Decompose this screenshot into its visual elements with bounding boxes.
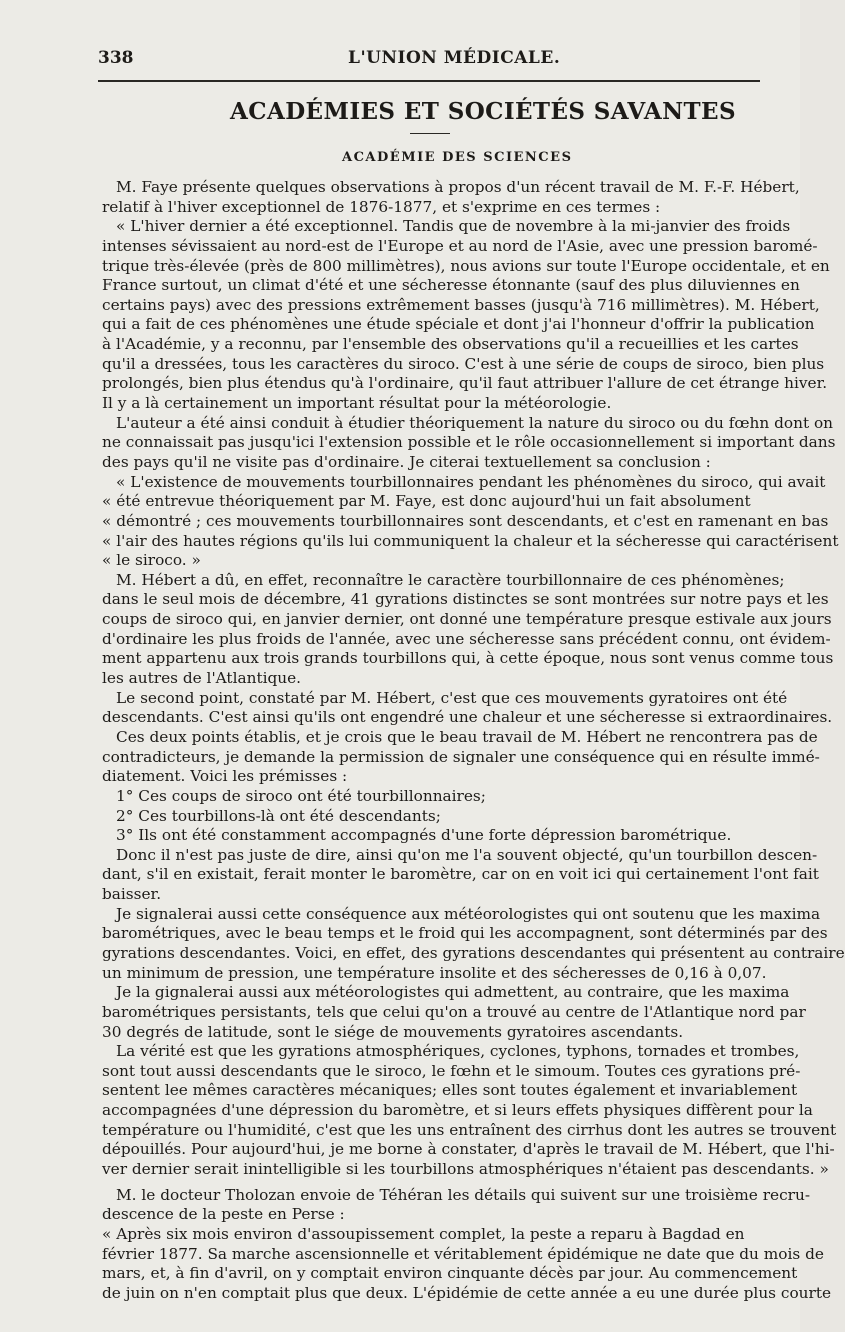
text-line: de juin on n'en comptait plus que deux. L'épidémie de cette année a eu une durée plus courte (102, 1283, 832, 1302)
text-line: Ces deux points établis, et je crois que le beau travail de M. Hébert ne rencontrera pas de (116, 727, 818, 746)
text-line: d'ordinaire les plus froids de l'année, avec une sécheresse sans précédent connu, ont évidem- (102, 629, 831, 648)
text-line: dans le seul mois de décembre, 41 gyrations distinctes se sont montrées sur notre pays et les (102, 590, 829, 609)
text-line: ne connaissait pas jusqu'ici l'extension possible et le rôle occasionnellement si important dans (102, 433, 836, 452)
text-line: 3° Ils ont été constamment accompagnés d'une forte dépression barométrique. (116, 826, 732, 845)
text-line: coups de siroco qui, en janvier dernier, ont donné une température presque estivale aux jours (102, 610, 832, 629)
text-line: France surtout, un climat d'été et une sécheresse étonnante (sauf des plus diluviennes en (102, 276, 800, 295)
text-line: barométriques, avec le beau temps et le froid qui les accompagnent, sont déterminés par des (102, 924, 828, 943)
text-line: relatif à l'hiver exceptionnel de 1876-1877, et s'exprime en ces termes : (102, 197, 661, 216)
text-line: « L'hiver dernier a été exceptionnel. Tandis que de novembre à la mi-janvier des froids (116, 217, 791, 236)
text-line: Je signalerai aussi cette conséquence aux météorologistes qui ont soutenu que les maxima (116, 904, 821, 923)
page-header (98, 44, 758, 74)
text-line: La vérité est que les gyrations atmosphériques, cyclones, typhons, tornades et trombes, (116, 1042, 800, 1061)
section-title: ACADÉMIES ET SOCIÉTÉS SAVANTES (230, 98, 736, 125)
text-line: « Après six mois environ d'assoupissement complet, la peste a reparu à Bagdad en (102, 1224, 745, 1243)
text-line: descendants. C'est ainsi qu'ils ont engendré une chaleur et une sécheresse si extraordinaires. (102, 708, 833, 727)
text-line: M. Hébert a dû, en effet, reconnaître le caractère tourbillonnaire de ces phénomènes; (116, 570, 785, 589)
text-line: Je la gignalerai aussi aux météorologistes qui admettent, au contraire, que les maxima (116, 983, 790, 1002)
text-line: Il y a là certainement un important résultat pour la météorologie. (102, 394, 612, 413)
text-line: mars, et, à fin d'avril, on y comptait environ cinquante décès par jour. Au commencement (102, 1264, 798, 1283)
text-line: dant, s'il en existait, ferait monter le baromètre, car on en voit ici qui certainement l'ont fait (102, 865, 819, 884)
page-number: 338 (98, 48, 134, 68)
text-line: diatement. Voici les prémisses : (102, 767, 348, 786)
text-line: qu'il a dressées, tous les caractères du siroco. C'est à une série de coups de siroco, bien plus (102, 354, 825, 373)
text-line: M. le docteur Tholozan envoie de Téhéran les détails qui suivent sur une troisième recru- (116, 1185, 810, 1204)
text-line: 1° Ces coups de siroco ont été tourbillonnaires; (116, 786, 486, 805)
text-line: « l'air des hautes régions qu'ils lui communiquent la chaleur et la sécheresse qui caractérisent (102, 531, 839, 550)
subsection-title: ACADÉMIE DES SCIENCES (342, 150, 573, 165)
text-line: 30 degrés de latitude, sont le siége de mouvements gyratoires ascendants. (102, 1022, 684, 1041)
text-line: L'auteur a été ainsi conduit à étudier théoriquement la nature du siroco ou du fœhn dont on (116, 413, 834, 432)
text-line: intenses sévissaient au nord-est de l'Europe et au nord de l'Asie, avec une pression baromé- (102, 236, 818, 255)
running-title: L'UNION MÉDICALE. (348, 48, 561, 68)
text-line: Donc il n'est pas juste de dire, ainsi qu'on me l'a souvent objecté, qu'un tourbillon descen- (116, 845, 818, 864)
text-line: accompagnées d'une dépression du baromètre, et si leurs effets physiques diffèrent pour la (102, 1101, 813, 1120)
text-line: à l'Académie, y a reconnu, par l'ensemble des observations qu'il a recueillies et les cartes (102, 335, 799, 354)
text-line: ver dernier serait inintelligible si les tourbillons atmosphériques n'étaient pas descendants. » (102, 1160, 829, 1179)
section-divider (410, 133, 450, 134)
text-line: sentent lee mêmes caractères mécaniques; elles sont toutes également et invariablement (102, 1081, 798, 1100)
text-line: descence de la peste en Perse : (102, 1205, 345, 1224)
article-body (102, 178, 845, 1304)
text-line: 2° Ces tourbillons-là ont été descendants; (116, 806, 441, 825)
text-line: Le second point, constaté par M. Hébert, c'est que ces mouvements gyratoires ont été (116, 688, 788, 707)
text-line: les autres de l'Atlantique. (102, 669, 302, 688)
text-line: février 1877. Sa marche ascensionnelle et véritablement épidémique ne date que du mois de (102, 1244, 824, 1263)
text-line: trique très-élevée (près de 800 millimètres), nous avions sur toute l'Europe occidentale, et en (102, 256, 830, 275)
text-line: M. Faye présente quelques observations à propos d'un récent travail de M. F.-F. Hébert, (116, 178, 800, 196)
text-line: « démontré ; ces mouvements tourbillonnaires sont descendants, et c'est en ramenant en bas (102, 511, 829, 530)
text-line: « L'existence de mouvements tourbillonnaires pendant les phénomènes du siroco, qui avait (116, 472, 826, 491)
text-line: un minimum de pression, une température insolite et des sécheresses de 0,16 à 0,07. (102, 963, 767, 982)
text-line: des pays qu'il ne visite pas d'ordinaire. Je citerai textuellement sa conclusion : (102, 452, 711, 471)
text-line: qui a fait de ces phénomènes une étude spéciale et dont j'ai l'honneur d'offrir la publication (102, 315, 815, 334)
text-line: prolongés, bien plus étendus qu'à l'ordinaire, qu'il faut attribuer l'allure de cet étrange hiver. (102, 374, 828, 393)
text-line: « été entrevue théoriquement par M. Faye, est donc aujourd'hui un fait absolument (102, 492, 751, 511)
text-line: certains pays) avec des pressions extrêmement basses (jusqu'à 716 millimètres). M. Hébert, (102, 295, 820, 314)
text-line: « le siroco. » (102, 551, 201, 570)
text-line: barométriques persistants, tels que celui qu'on a trouvé au centre de l'Atlantique nord par (102, 1002, 806, 1021)
text-line: dépouillés. Pour aujourd'hui, je me borne à constater, d'après le travail de M. Hébert, que l'hi- (102, 1140, 835, 1159)
text-line: contradicteurs, je demande la permission de signaler une conséquence qui en résulte immé- (102, 747, 820, 766)
header-rule (98, 80, 760, 82)
text-line: gyrations descendantes. Voici, en effet, des gyrations descendantes qui présentent au contraire (102, 943, 845, 962)
text-line: température ou l'humidité, c'est que les uns entraînent des cirrhus dont les autres se trouvent (102, 1120, 837, 1139)
text-line: sont tout aussi descendants que le siroco, le fœhn et le simoum. Toutes ces gyrations pré- (102, 1061, 801, 1080)
text-line: baisser. (102, 885, 162, 904)
text-line: ment appartenu aux trois grands tourbillons qui, à cette époque, nous sont venus comme tous (102, 649, 834, 668)
